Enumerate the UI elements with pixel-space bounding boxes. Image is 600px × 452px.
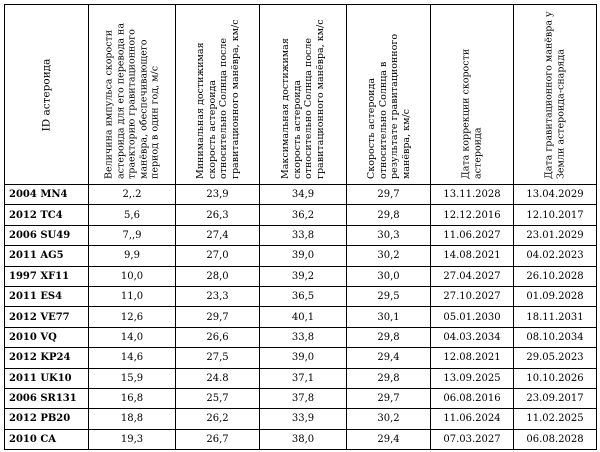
min-speed-cell: 29,7 <box>176 307 260 327</box>
result-speed-cell: 30,1 <box>347 307 431 327</box>
maneuver-date-cell: 10.10.2026 <box>514 368 597 388</box>
min-speed-cell: 26,7 <box>176 429 260 449</box>
max-speed-cell: 39,2 <box>260 266 347 286</box>
min-speed-cell: 25,7 <box>176 388 260 408</box>
result-speed-cell: 30,0 <box>347 266 431 286</box>
impulse-cell: 9,9 <box>89 246 176 266</box>
result-speed-cell: 29,7 <box>347 388 431 408</box>
impulse-cell: 14,0 <box>89 327 176 347</box>
table-row <box>5 429 597 449</box>
max-speed-cell: 33,8 <box>260 327 347 347</box>
maneuver-date-cell: 18.11.2031 <box>514 307 597 327</box>
maneuver-date-cell: 23.09.2017 <box>514 388 597 408</box>
id-cell: 2010 VQ <box>5 327 89 347</box>
correction-date-cell: 27.04.2027 <box>431 266 514 286</box>
max-speed-cell: 38,0 <box>260 429 347 449</box>
min-speed-cell: 26,2 <box>176 409 260 429</box>
min-speed-cell: 23,9 <box>176 185 260 205</box>
table-row <box>5 205 597 225</box>
max-speed-cell: 33,9 <box>260 409 347 429</box>
header-impulse-text: Величина импульса скорости астероида для его перевода на траекторию гравитационного манёвра, обеспечивающего период в один год, м/с <box>103 22 161 179</box>
table-row <box>5 388 597 408</box>
max-speed-cell: 40,1 <box>260 307 347 327</box>
id-cell: 2012 KP24 <box>5 348 89 368</box>
min-speed-cell: 28,0 <box>176 266 260 286</box>
maneuver-date-cell: 11.02.2025 <box>514 409 597 429</box>
maneuver-date-cell: 08.10.2034 <box>514 327 597 347</box>
correction-date-cell: 07.03.2027 <box>431 429 514 449</box>
table-row <box>5 348 597 368</box>
table-row <box>5 225 597 245</box>
max-speed-cell: 36,2 <box>260 205 347 225</box>
maneuver-date-cell: 06.08.2028 <box>514 429 597 449</box>
id-cell: 2011 UK10 <box>5 368 89 388</box>
correction-date-cell: 12.08.2021 <box>431 348 514 368</box>
impulse-cell: 10,0 <box>89 266 176 286</box>
result-speed-cell: 29,5 <box>347 286 431 306</box>
id-cell: 2010 CA <box>5 429 89 449</box>
impulse-cell: 11,0 <box>89 286 176 306</box>
max-speed-cell: 39,0 <box>260 348 347 368</box>
id-cell: 2011 AG5 <box>5 246 89 266</box>
impulse-cell: 7,,9 <box>89 225 176 245</box>
id-cell: 2011 ES4 <box>5 286 89 306</box>
table-row <box>5 327 597 347</box>
correction-date-cell: 27.10.2027 <box>431 286 514 306</box>
min-speed-cell: 23,3 <box>176 286 260 306</box>
impulse-cell: 18,8 <box>89 409 176 429</box>
header-correction-date-text: Дата коррекции скорости астероида <box>460 48 483 179</box>
maneuver-date-cell: 01.09.2028 <box>514 286 597 306</box>
table-row <box>5 368 597 388</box>
table-header-row <box>5 5 597 185</box>
table-row <box>5 307 597 327</box>
id-cell: 1997 XF11 <box>5 266 89 286</box>
table-row <box>5 246 597 266</box>
result-speed-cell: 29,7 <box>347 185 431 205</box>
table-row <box>5 266 597 286</box>
id-cell: 2012 TC4 <box>5 205 89 225</box>
header-result-speed <box>347 5 431 185</box>
max-speed-cell: 39,0 <box>260 246 347 266</box>
max-speed-cell: 37,8 <box>260 388 347 408</box>
max-speed-cell: 37,1 <box>260 368 347 388</box>
header-result-speed-text: Скорость астероида относительно Солнца в результате гравитационного манёвра, км/с <box>365 33 411 179</box>
correction-date-cell: 14.08.2021 <box>431 246 514 266</box>
impulse-cell: 5,6 <box>89 205 176 225</box>
result-speed-cell: 30,3 <box>347 225 431 245</box>
id-cell: 2006 SU49 <box>5 225 89 245</box>
correction-date-cell: 05.01.2030 <box>431 307 514 327</box>
impulse-cell: 14,6 <box>89 348 176 368</box>
maneuver-date-cell: 12.10.2017 <box>514 205 597 225</box>
asteroid-table <box>4 4 597 450</box>
impulse-cell: 12,6 <box>89 307 176 327</box>
min-speed-cell: 26,6 <box>176 327 260 347</box>
result-speed-cell: 29,8 <box>347 327 431 347</box>
min-speed-cell: 24.8 <box>176 368 260 388</box>
correction-date-cell: 12.12.2016 <box>431 205 514 225</box>
result-speed-cell: 29,4 <box>347 429 431 449</box>
correction-date-cell: 13.09.2025 <box>431 368 514 388</box>
id-cell: 2006 SR131 <box>5 388 89 408</box>
correction-date-cell: 11.06.2027 <box>431 225 514 245</box>
correction-date-cell: 04.03.2034 <box>431 327 514 347</box>
maneuver-date-cell: 13.04.2029 <box>514 185 597 205</box>
min-speed-cell: 27,5 <box>176 348 260 368</box>
impulse-cell: 16,8 <box>89 388 176 408</box>
result-speed-cell: 29,8 <box>347 205 431 225</box>
correction-date-cell: 11.06.2024 <box>431 409 514 429</box>
table-row <box>5 185 597 205</box>
id-cell: 2012 VE77 <box>5 307 89 327</box>
header-max-speed <box>260 5 347 185</box>
result-speed-cell: 29,4 <box>347 348 431 368</box>
id-cell: 2012 PB20 <box>5 409 89 429</box>
min-speed-cell: 27,0 <box>176 246 260 266</box>
table-body <box>5 185 597 450</box>
min-speed-cell: 27,4 <box>176 225 260 245</box>
table-row <box>5 286 597 306</box>
maneuver-date-cell: 26.10.2028 <box>514 266 597 286</box>
header-maneuver-date-text: Дата гравитационного манёвра у Земли астероида-снаряда <box>543 10 566 179</box>
correction-date-cell: 06.08.2016 <box>431 388 514 408</box>
min-speed-cell: 26,3 <box>176 205 260 225</box>
result-speed-cell: 30,2 <box>347 246 431 266</box>
result-speed-cell: 29,8 <box>347 368 431 388</box>
maneuver-date-cell: 04.02.2023 <box>514 246 597 266</box>
header-correction-date <box>431 5 514 185</box>
table-row <box>5 409 597 429</box>
impulse-cell: 15,9 <box>89 368 176 388</box>
maneuver-date-cell: 23.01.2029 <box>514 225 597 245</box>
header-impulse <box>89 5 176 185</box>
header-max-speed-text: Максимальная достижимая скорость астероида относительно Солнца после гравитационного манёвра, км/с <box>280 18 326 179</box>
header-maneuver-date <box>514 5 597 185</box>
max-speed-cell: 33,8 <box>260 225 347 245</box>
max-speed-cell: 34,9 <box>260 185 347 205</box>
header-id-text: ID астероида <box>39 58 52 131</box>
result-speed-cell: 30,2 <box>347 409 431 429</box>
id-cell: 2004 MN4 <box>5 185 89 205</box>
header-id <box>5 5 89 185</box>
header-min-speed-text: Минимальная достижимая скорость астероида относительно Солнца после гравитационного манёвра, км/с <box>194 18 240 179</box>
impulse-cell: 19,3 <box>89 429 176 449</box>
impulse-cell: 2,.2 <box>89 185 176 205</box>
maneuver-date-cell: 29.05.2023 <box>514 348 597 368</box>
max-speed-cell: 36,5 <box>260 286 347 306</box>
header-min-speed <box>176 5 260 185</box>
correction-date-cell: 13.11.2028 <box>431 185 514 205</box>
